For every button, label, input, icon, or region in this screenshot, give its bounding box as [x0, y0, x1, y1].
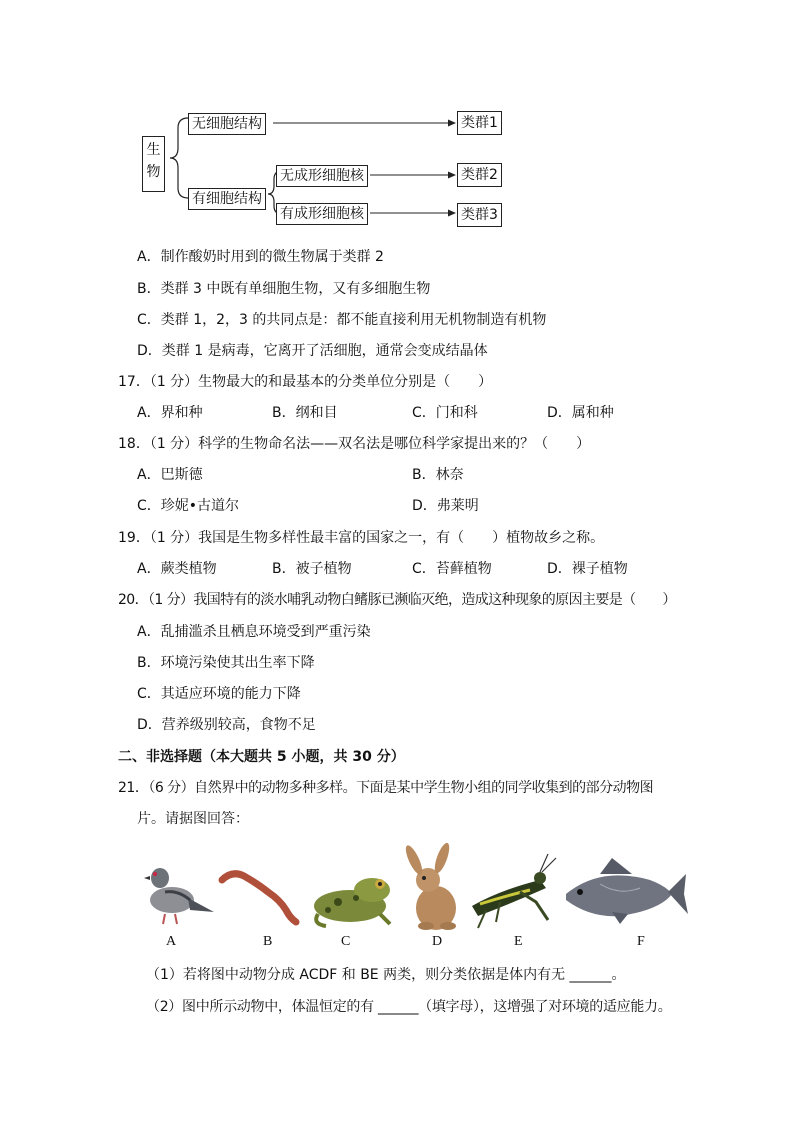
grasshopper-icon [472, 854, 556, 928]
diagram-group-1: 类群1 [457, 111, 502, 135]
q19-stem: 19．（1 分）我国是生物多样性最丰富的国家之一，有（ ）植物故乡之称。 [118, 530, 605, 546]
q18-option-a: A．巴斯德 [137, 467, 203, 483]
q19-option-b: B．被子植物 [272, 561, 352, 577]
animal-label-e: E [514, 934, 523, 949]
q18-option-d: D．弗莱明 [412, 498, 479, 514]
diagram-root-box: 生物 [142, 136, 165, 192]
q17-option-c: C．门和科 [412, 405, 478, 421]
frog-icon [314, 878, 390, 926]
earthworm-icon [222, 874, 296, 922]
q18-option-b: B．林奈 [412, 467, 464, 483]
q20-option-b: B．环境污染使其出生率下降 [137, 655, 315, 671]
q21-subquestion-1: （1）若将图中动物分成 ACDF 和 BE 两类，则分类依据是体内有无 ______。 [146, 967, 626, 983]
q16-option-c: C．类群 1，2，3 的共同点是：都不能直接利用无机物制造有机物 [137, 312, 547, 328]
q19-option-c: C．苔藓植物 [412, 561, 492, 577]
animal-label-b: B [263, 934, 273, 949]
animal-pictures [0, 840, 794, 940]
animal-label-f: F [637, 934, 645, 949]
q17-option-d: D．属和种 [547, 405, 614, 421]
q21-stem-line1: 21．（6 分）自然界中的动物多种多样。下面是某中学生物小组的同学收集到的部分动物图 [118, 780, 654, 796]
q18-stem: 18．（1 分）科学的生物命名法——双名法是哪位科学家提出来的？（ ） [118, 436, 591, 452]
q18-option-c: C．珍妮•古道尔 [137, 498, 240, 514]
diagram-group-2: 类群2 [457, 163, 502, 187]
q20-option-d: D．营养级别较高，食物不足 [137, 717, 316, 733]
q20-stem: 20．（1 分）我国特有的淡水哺乳动物白鳍豚已濒临灭绝，造成这种现象的原因主要是（ ） [118, 592, 676, 608]
fish-icon [566, 858, 688, 924]
q21-subquestion-2: （2）图中所示动物中，体温恒定的有 ______（填字母），这增强了对环境的适应能力。 [146, 999, 672, 1015]
classification-diagram-lines [0, 0, 794, 240]
q17-stem: 17．（1 分）生物最大的和最基本的分类单位分别是（ ） [118, 374, 493, 390]
q19-option-a: A．蕨类植物 [137, 561, 217, 577]
q20-option-c: C．其适应环境的能力下降 [137, 686, 301, 702]
q20-option-a: A．乱捕滥杀且栖息环境受到严重污染 [137, 624, 371, 640]
q16-option-a: A．制作酸奶时用到的微生物属于类群 2 [137, 249, 384, 265]
animal-label-d: D [432, 934, 443, 949]
diagram-cell-structure: 有细胞结构 [188, 188, 266, 210]
section-2-title: 二、非选择题（本大题共 5 小题，共 30 分） [118, 749, 405, 765]
animal-label-a: A [166, 934, 177, 949]
rabbit-icon [403, 841, 456, 930]
q17-option-a: A．界和种 [137, 405, 203, 421]
diagram-no-cell-structure: 无细胞结构 [188, 113, 266, 135]
diagram-formed-nucleus: 有成形细胞核 [276, 203, 368, 225]
q19-option-d: D．裸子植物 [547, 561, 628, 577]
diagram-no-formed-nucleus: 无成形细胞核 [276, 165, 368, 187]
animal-label-c: C [341, 934, 351, 949]
pigeon-icon [144, 868, 214, 924]
diagram-group-3: 类群3 [457, 203, 502, 227]
q16-option-d: D．类群 1 是病毒，它离开了活细胞，通常会变成结晶体 [137, 343, 488, 359]
q16-option-b: B．类群 3 中既有单细胞生物，又有多细胞生物 [137, 281, 431, 297]
q21-stem-line2: 片。请据图回答： [137, 811, 249, 827]
q17-option-b: B．纲和目 [272, 405, 338, 421]
